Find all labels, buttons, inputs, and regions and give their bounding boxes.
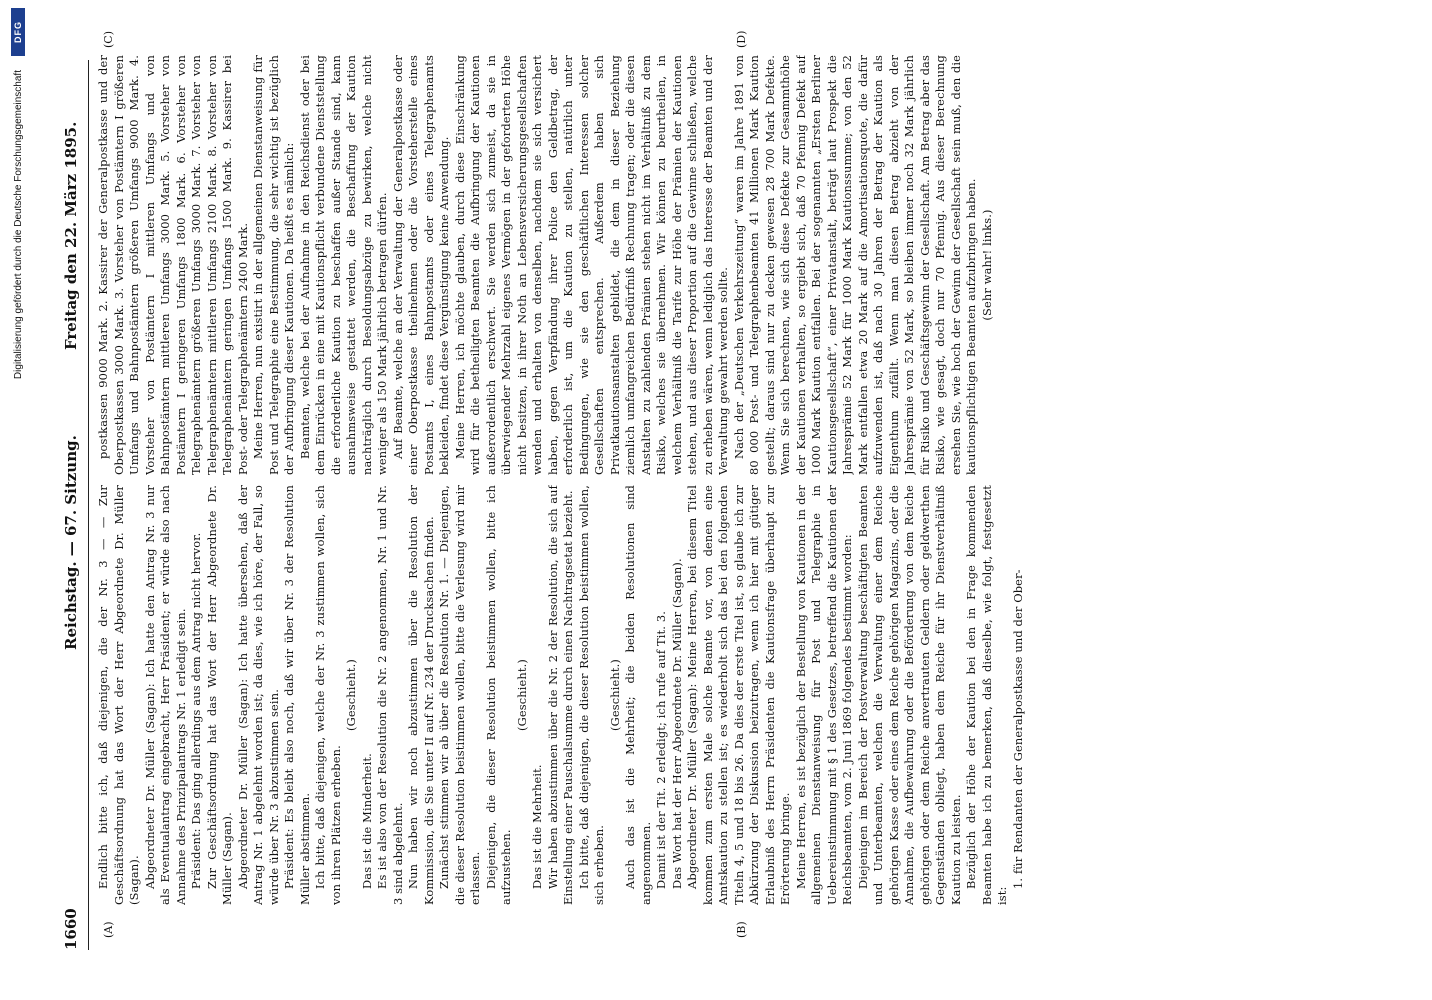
paragraph: Bezüglich der Höhe der Kaution bei den in Frage kommenden Beamten habe ich zu bemerken, daß dieselbe, wie folgt, festgesetzt ist: bbox=[964, 485, 1009, 905]
margin-marker-d: (D) bbox=[735, 30, 748, 48]
dfg-credit-bar bbox=[0, 0, 40, 1000]
margin-marker-a: (A) bbox=[102, 921, 115, 938]
paragraph: Zunächst stimmen wir ab über die Resolution Nr. 1. — Diejenigen, die dieser Resolution beistimmen wollen, bitte die Verlesung wird mir erlassen. bbox=[437, 485, 482, 905]
paragraph: 1. für Rendanten der Generalpostkasse und der Ober- bbox=[1010, 569, 1025, 889]
session-title: Reichstag. — 67. Sitzung. bbox=[62, 435, 80, 650]
margin-marker-b: (B) bbox=[735, 921, 748, 938]
dfg-credit-text: Digitalisierung gefördert durch die Deutsche Forschungsgemeinschaft bbox=[13, 70, 24, 380]
session-date: Freitag den 22. März 1895. bbox=[62, 121, 80, 350]
paragraph: Präsident: Es bleibt also noch, daß wir über Nr. 3 der Resolution Müller abstimmen. bbox=[282, 485, 312, 905]
paragraph: Meine Herren, ich möchte glauben, durch diese Einschränkung wird für die betheiligten Beamten die Aufbringung der Kautionen außerordentlich erschwert. Sie werden sich zumeist, da sie in überwiegender Mehrzahl eigenes Vermögen in der geforderten Höhe nicht besitzen, in ihrer Noth an Lebensversicherungsgesellschaften wenden und erhalten von denselben, nachdem sie sich versichert haben, gegen Verpfändung ihrer Police den Geldbetrag, der erforderlich ist, um die Kaution zu stellen, natürlich unter Bedingungen, wie sie den geschäftlichen Interessen solcher Gesellschaften entsprechen. Außerdem haben sich Privatkautionsanstalten gebildet, die dem in dieser Beziehung ziemlich umfangreichen Bedürfniß Rechnung tragen; oder die diesen Anstalten zu zahlenden Prämien stehen nicht im Verhältniß zu dem Risiko, welches sie übernehmen. Wir können zu beurtheilen, in welchem Verhältniß die Tarife zur Höhe der Prämien der Kautionen stehen, und aus dieser Proportion auf die Gewinne schließen, welche zu erheben wären, wenn lediglich das Interesse der Beamten und der Verwaltung gewahrt werden sollte. bbox=[452, 55, 730, 475]
paragraph: Wir haben abzustimmen über die Nr. 2 der Resolution, die sich auf Einstellung einer Pauschalsumme durch einen Nachtragsetat bezieht. bbox=[545, 485, 575, 905]
paragraph: Diejenigen, die dieser Resolution beistimmen wollen, bitte ich aufzustehen. bbox=[483, 485, 513, 905]
margin-marker-c: (C) bbox=[102, 31, 115, 48]
paragraph: Es ist also von der Resolution die Nr. 2 angenommen, Nr. 1 und Nr. 3 sind abgelehnt. bbox=[375, 485, 405, 905]
paragraph: Auf Beamte, welche an der Verwaltung der Generalpostkasse oder einer Oberpostkasse theilnehmen oder die Vorsteherstelle eines Postamts I, eines Bahnpostamts oder eines Telegraphenamts bekleiden, findet diese Vergünstigung keine Anwendung. bbox=[390, 55, 451, 475]
paragraph: Damit ist der Tit. 2 erledigt; ich rufe auf Tit. 3. bbox=[654, 611, 668, 889]
paragraph: Meine Herren, es ist bezüglich der Bestellung von Kautionen in der allgemeinen Dienstanweisung für Post und Telegraphie in Uebereinstimmung mit § 1 des Gesetzes, betreffend die Kautionen der Reichsbeamten, vom 2. Juni 1869 folgendes bestimmt worden: bbox=[793, 485, 854, 905]
dfg-logo: DFG bbox=[11, 8, 25, 56]
right-column bbox=[96, 55, 1366, 475]
paragraph: Diejenigen im Bereich der Postverwaltung beschäftigten Beamten und Unterbeamten, welchen die Verwaltung einer dem Reiche gehörigen Kasse oder eines dem Reiche gehörigen Magazins, oder die Annahme, die Aufbewahrung oder die Beförderung von dem Reiche gehörigen oder dem Reiche anvertrauten Geldern oder geldwerthen Gegenständen obliegt, haben dem Reiche für ihr Dienstverhältniß Kaution zu leisten. bbox=[855, 485, 963, 905]
paragraph: Ich bitte, daß diejenigen, die dieser Resolution beistimmen wollen, sich erheben. bbox=[576, 485, 606, 905]
paragraph: Zur Geschäftsordnung hat das Wort der Herr Abgeordnete Dr. Müller (Sagan). bbox=[204, 485, 234, 905]
paragraph: Auch das ist die Mehrheit; die beiden Resolutionen sind angenommen. bbox=[623, 485, 653, 905]
stage-direction: (Geschieht.) bbox=[514, 659, 529, 732]
paragraph: Nach der „Deutschen Verkehrszeitung“ waren im Jahre 1891 von 80 000 Post- und Telegraphenbeamten 41 Millionen Mark Kaution gestellt; daraus sind nur zu decken gewesen 28 700 Mark Defekte. Wenn Sie sich berechnen, wie sich diese Defekte zur Gesammthöhe der Kautionen verhalten, so ergiebt sich, daß 70 Pfennig Defekt auf 1000 Mark Kaution entfallen. Bei der sogenannten „Ersten Berliner Kautionsgesellschaft“, einer Privatanstalt, beträgt laut Prospekt die Jahresprämie 52 Mark für 1000 Mark Kautionssumme; von den 52 Mark entfallen etwa 20 Mark auf die Amortisationsquote, die dafür aufzuwenden ist, daß nach 30 Jahren der Betrag der Kaution als Eigenthum zufällt. Wenn man diesen Betrag abzieht von der Jahresprämie von 52 Mark, so bleiben immer noch 32 Mark jährlich für Risiko und Geschäftsgewinn der Gesellschaft. Am Betrag aber das Risiko, wie gesagt, doch nur 70 Pfennig. Aus dieser Berechnung ersehen Sie, wie hoch der Gewinn der Gesellschaft sein muß, den die kautionspflichtigen Beamten aufzubringen haben. bbox=[731, 55, 978, 475]
paragraph: Das ist die Minderheit. bbox=[359, 753, 374, 889]
paragraph: Ich bitte, daß diejenigen, welche der Nr. 3 zustimmen wollen, sich von ihren Plätzen erheben. bbox=[313, 485, 343, 905]
paragraph: Das Wort hat der Herr Abgeordnete Dr. Müller (Sagan). bbox=[669, 558, 684, 889]
stage-direction: (Geschieht.) bbox=[607, 659, 622, 732]
paragraph: Nun haben wir noch abzustimmen über die Resolution der Kommission, die Sie unter II auf Nr. 234 der Drucksachen finden. bbox=[406, 485, 436, 905]
left-column bbox=[96, 485, 1366, 905]
stage-direction: (Sehr wahr! links.) bbox=[979, 209, 994, 321]
paragraph: Beamten, welche bei der Aufnahme in den Reichsdienst oder bei dem Einrücken in eine mit Kautionspflicht verbundene Dienststellung die erforderliche Kaution zu beschaffen außer Stande sind, kann ausnahmsweise gestattet werden, die Beschaffung der Kaution nachträglich durch Besoldungsabzüge zu bewirken, welche nicht weniger als 150 Mark jährlich betragen dürfen. bbox=[297, 55, 389, 475]
paragraph: Endlich bitte ich, daß diejenigen, die der Nr. 3 — — Zur Geschäftsordnung hat das Wort der Herr Abgeordnete Dr. Müller (Sagan). bbox=[96, 485, 141, 905]
stage-direction: (Geschieht.) bbox=[344, 659, 358, 732]
header-rule bbox=[88, 60, 89, 950]
paragraph: Abgeordneter Dr. Müller (Sagan): Ich hatte den Antrag Nr. 3 nur als Eventualantrag eingebracht, Herr Präsident; er würde also nach Annahme des Prinzipalantrags Nr. 1 erledigt sein. bbox=[142, 485, 188, 905]
paragraph: postkassen 9000 Mark. 2. Kassirer der Generalpostkasse und der Oberpostkassen 3000 Mark. 3. Vorsteher von Postämtern I größeren Umfangs und Bahnpostämtern größeren Umfangs 9000 Mark. 4. Vorsteher von Postämtern I mittleren Umfangs und von Bahnpostämtern mittleren Umfangs 3000 Mark. 5. Vorsteher von Postämtern I geringeren Umfangs 1800 Mark. 6. Vorsteher von Telegraphenämtern größeren Umfangs 3000 Mark. 7. Vorsteher von Telegraphenämtern mittleren Umfangs 2100 Mark. 8. Vorsteher von Telegraphenämtern geringen Umfangs 1500 Mark. 9. Kassirer bei Post- oder Telegraphenämtern 2400 Mark. bbox=[96, 55, 250, 475]
page-number: 1660 bbox=[62, 908, 80, 950]
paragraph: Abgeordneter Dr. Müller (Sagan): Meine Herren, bei diesem Titel kommen zum ersten Male solche Beamte vor, von denen eine Amtskaution zu stellen ist; es wiederholt sich das bei den folgenden Titeln 4, 5 und 18 bis 26. Da dies der erste Titel ist, so glaube ich zur Abkürzung der Diskussion beizutragen, wenn ich hier mit gütiger Erlaubniß des Herrn Präsidenten die Kautionsfrage überhaupt zur Erörterung bringe. bbox=[685, 485, 792, 905]
paragraph: Präsident: Das ging allerdings aus dem Antrag nicht hervor. bbox=[189, 532, 203, 889]
page-header bbox=[62, 60, 86, 950]
paragraph: Das ist die Mehrheit. bbox=[530, 764, 544, 889]
paragraph: Abgeordneter Dr. Müller (Sagan): Ich hatte übersehen, daß der Antrag Nr. 1 abgelehnt worden ist; da dies, wie ich höre, der Fall, so würde über Nr. 3 abzustimmen sein. bbox=[235, 485, 281, 905]
paragraph: Meine Herren, nun existirt in der allgemeinen Dienstanweisung für Post und Telegraphie eine Bestimmung, die sehr wichtig ist bezüglich der Aufbringung dieser Kautionen. Da heißt es nämlich: bbox=[251, 55, 296, 475]
dfg-strip bbox=[1392, 0, 1432, 1000]
